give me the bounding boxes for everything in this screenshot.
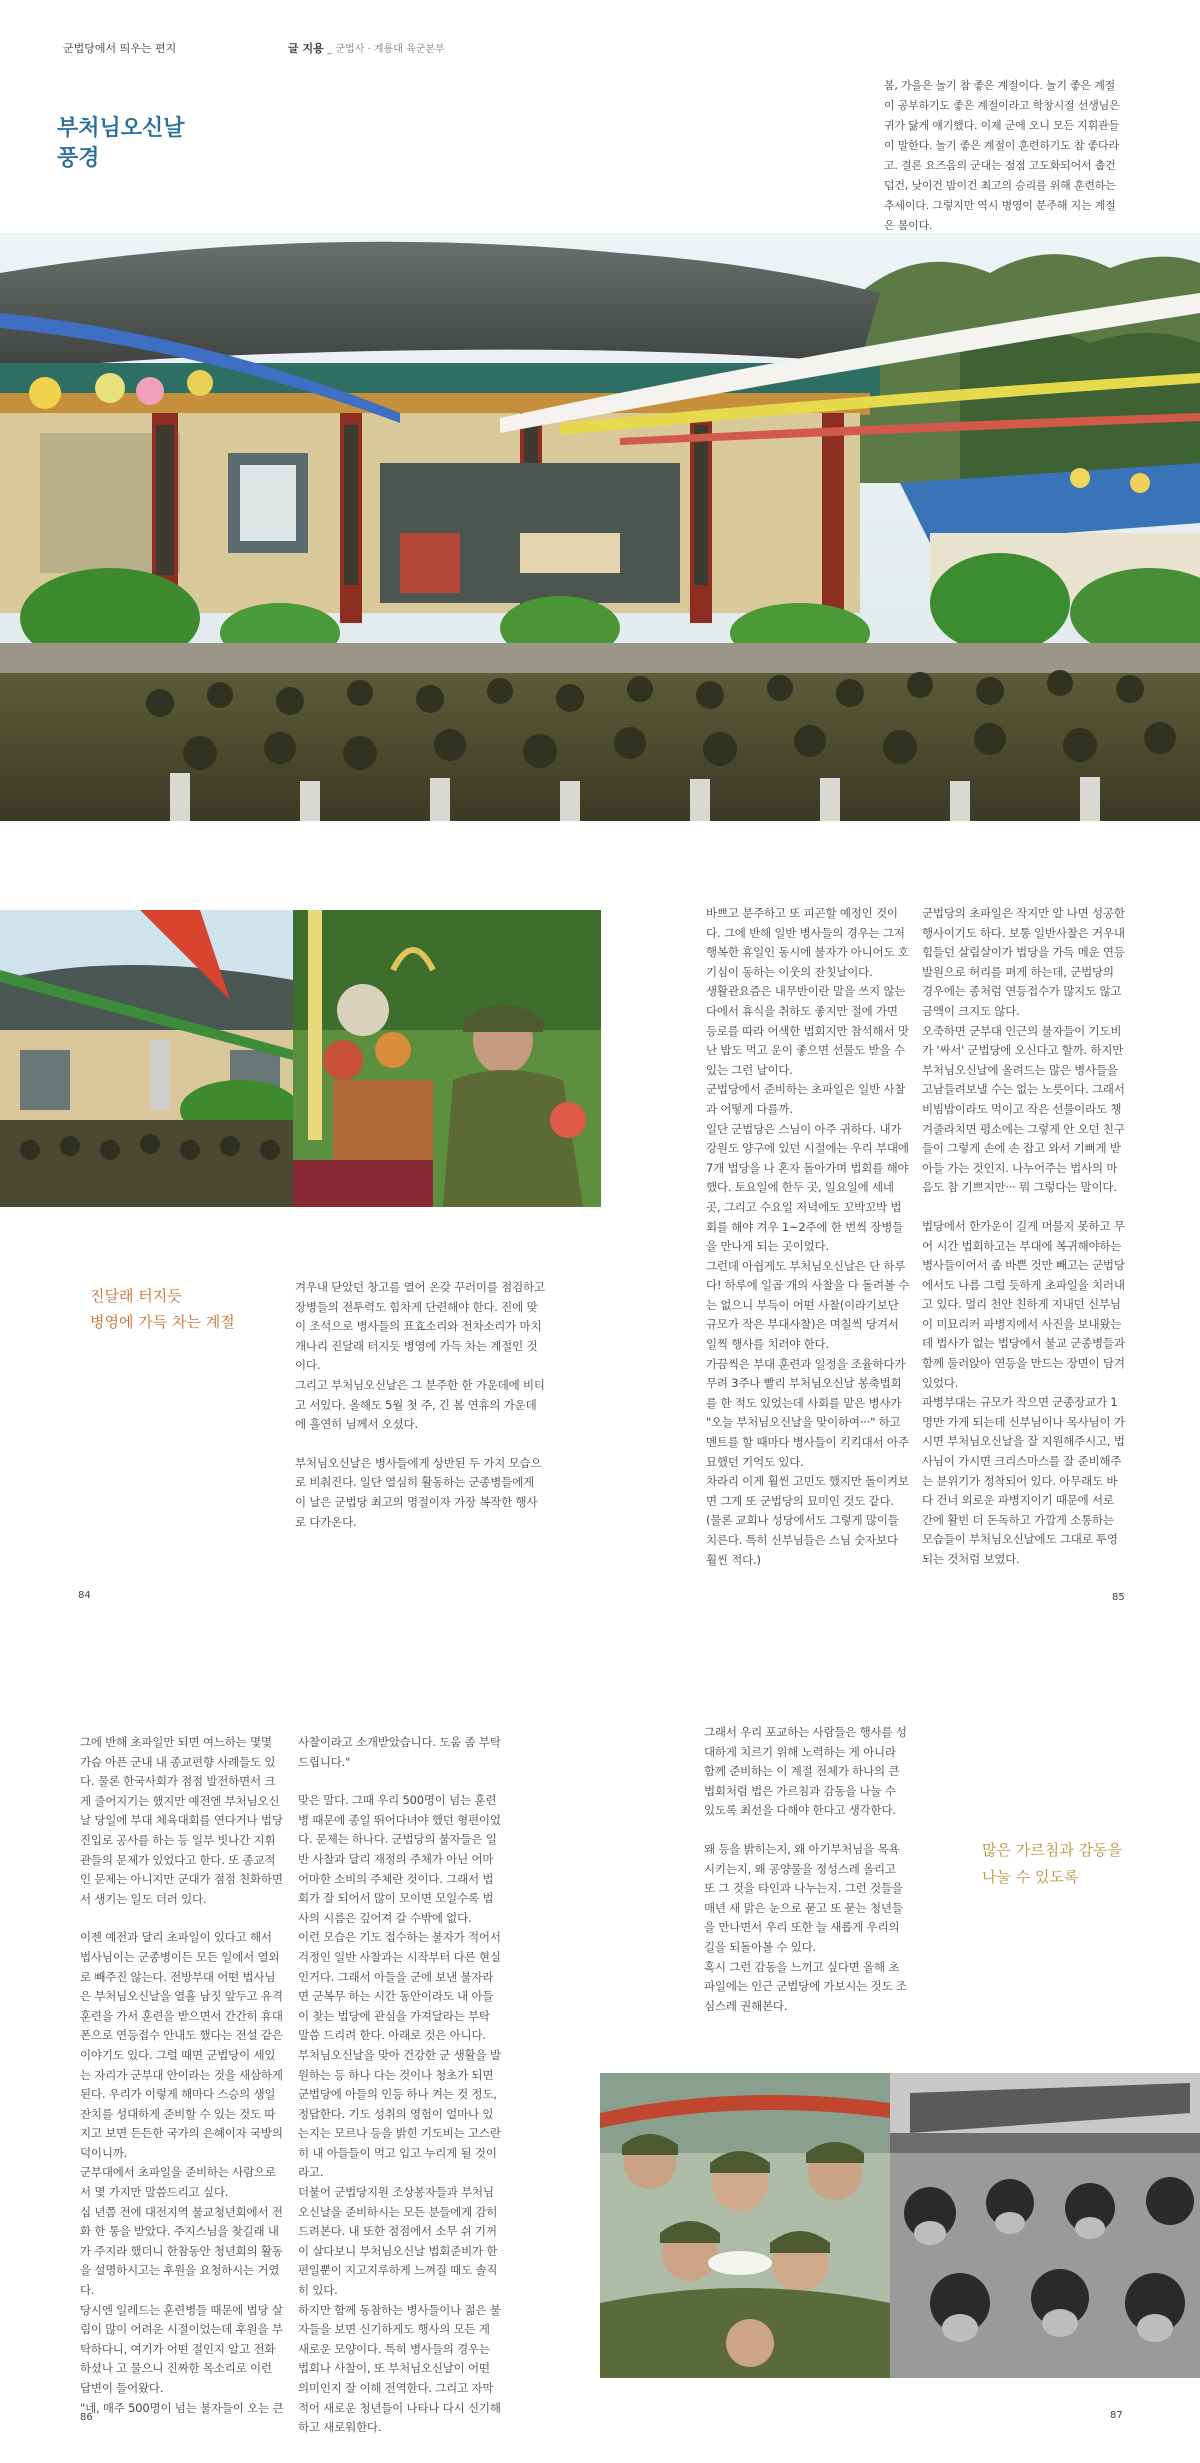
article-title [57,114,185,174]
page86-paragraph: 부처님오신날을 맞아 건강한 군 생활을 발원하는 등 하나 다는 것이나 청초가 되면 군법당에 아들의 인등 하나 켜는 것 정도, 정답한다. 기도 성취의 영험이 얼마나 있는지는 모르나 등을 밝힌 기도비는 고스란히 내 아들들이 먹고 입고 누리게 될 것이라고. [298,2047,501,2180]
praying-soldiers-illustration [890,2073,1200,2378]
page86-paragraph: 사찰이라고 소개받았습니다. 도움 좀 부탁드립니다." [298,1735,501,1769]
subhead-page87-line2: 나눌 수 있도록 [982,1868,1079,1886]
hero-photo-temple-ceremony [0,233,1200,821]
page86-paragraph: 그에 반해 초파일만 되면 여느하는 몇몇 가슴 아픈 군내 내 종교편향 사례들도 있다. 물론 한국사회가 점점 발전하면서 크게 줄어지기는 했지만 예전엔 부처님오신날 당일에 부대 체육대회를 연다거나 법당 진입로 공사를 하는 등 일부 빗나간 지휘관들의 문제가 있었다고 한다. 또 종교적인 문제는 아니지만 군대가 점점 친화하면서 생기는 일도 더러 있다. [80,1735,283,1906]
page85-paragraph: 바쁘고 분주하고 또 피곤할 예정인 것이다. 그에 반해 일반 병사들의 경우는 그저 행복한 휴일인 동시에 불자가 아니어도 호기심이 동하는 이웃의 잔칫날이다. [706,906,909,979]
subhead-page87-line1: 많은 가르침과 감동을 [982,1841,1122,1859]
photo-praying-soldiers-bw [890,2073,1200,2378]
page84-paragraph: 그리고 부처님오신날은 그 분주한 한 가운데에 비티고 서있다. 올해도 5월 첫 주, 긴 봄 연휴의 가운데에 흘연히 님께서 오셨다. [295,1377,545,1432]
temple-courtyard-illustration [0,910,293,1207]
page84-paragraph: 부처님오신날은 병사들에게 상반된 두 가지 모습으로 비춰진다. 일단 열심히 활동하는 군종병들에게 이 날은 군법당 최고의 명절이자 가장 복작한 행사로 다가온다. [295,1455,542,1529]
subhead-page84-line1: 진달래 터지듯 [90,1287,182,1305]
page87-column [704,1723,908,2016]
page85-paragraph: 군법당의 초파일은 작지만 알 나면 성공한 행사이기도 하다. 보통 일반사찰은 거우내 힘들던 살림살이가 법당을 가득 메운 연등 발원으로 허리를 펴게 하는데, 군법당의 경우에는 종처럼 연등접수가 많지도 않고 금액이 크지도 않다. [922,906,1125,1018]
temple-ceremony-illustration [0,233,1200,821]
page86-paragraph: 맞은 말다. 그때 우리 500명이 넘는 훈련병 때문에 종일 뛰어다녀야 했던 형편이었다. 문제는 하나다. 군법당의 불자들은 일반 사찰과 달리 재정의 주체가 아닌 어마어마한 소비의 주체란 것이다. 그래서 법회가 잘 되어서 많이 모이면 모일수록 법사의 시름은 깊어져 갈 수밖에 없다. [298,1793,501,1925]
title-line-1: 부처님오신날 [57,116,185,141]
photo-smiling-soldiers [600,2073,890,2378]
page-number-87: 87 [1110,2410,1123,2421]
intro-paragraph: 봄, 가을은 놀기 참 좋은 계절이다. 놀기 좋은 계절이 공부하기도 좋은 계절이라고 학창시절 선생님은 귀가 닳게 얘기했다. 이제 군에 오니 모든 지휘관들이 말한다. 놀기 좋은 계절이 훈련하기도 참 좋다라고. 결론 요즈음의 군대는 점점 고도화되어서 춥건 덥건, 낮이건 밤이건 최고의 승리를 위해 훈련하는 추세이다. 그렇지만 역시 병영이 분주해 지는 계절은 봄이다. [884,79,1120,232]
subhead-page87 [982,1837,1122,1891]
page86-paragraph: 군부대에서 초파일을 준비하는 사람으로서 몇 가지만 말씀드리고 싶다. [80,2165,276,2200]
page85-column-right [922,904,1126,1570]
page86-paragraph: 하지만 함께 동참하는 병사들이나 젊은 불자들을 보면 신기하게도 행사의 모든 게 새로운 모양이다. 특히 병사들의 경우는 법회나 사찰이, 또 부처님오신날이 어떤 의미인지 잘 이해 전역한다. 그리고 자막적어 새로운 청년들이 나타나 다시 신기해하고 새로워한다. [298,2302,501,2435]
author-byline [288,40,445,56]
page87-paragraph: 그래서 우리 포교하는 사람들은 행사를 성대하게 치르기 위해 노력하는 게 아니라 함께 준비하는 이 계절 전체가 하나의 큰 법회처럼 법은 가르침과 감동을 나눌 수 있도록 최선을 다해야 한다고 생각한다. [704,1725,907,1818]
page86-paragraph: 당시엔 일레드는 훈련병들 때문에 법당 살림이 많이 어려운 시절이었는데 후원을 부탁하다니, 여기가 어떤 절인지 알고 전화하셨나 고 물으니 진짜한 목소리로 이런 답변이 들어왔다. [80,2302,283,2395]
author-affiliation: _ 군법사 · 계룡대 육군본부 [327,44,445,55]
page85-paragraph: 차라리 이게 훨씬 고민도 했지만 돌이켜보면 그게 또 군법당의 묘미인 것도 같다. (물론 교회나 성당에서도 그렇게 많이들 치른다. 특히 신부님들은 스님 숫자보다 훨씬 적다.) [706,1474,909,1567]
page85-paragraph: 가끔씩은 부대 훈련과 일정을 조율하다가 무려 3주나 빨리 부처님오신날 봉축법회를 한 적도 있었는데 사회를 맡은 병사가 "오늘 부처님오신날을 맞이하여···" 하고 멘트를 할 때마다 병사들이 킥킥대서 아주 묘했던 기억도 있다. [706,1356,909,1469]
title-line-2: 풍경 [57,146,100,171]
page85-paragraph: 일단 군법당은 스님이 아주 귀하다. 내가 강원도 양구에 있던 시절에는 우리 부대에 7개 법당을 나 혼자 돌아가며 법회를 해야 했다. 토요일에 한두 곳, 일요일에 세네 곳, 그리고 수요일 저녁에도 꼬박꼬박 법회를 해야 겨우 1~2주에 한 번씩 장병들을 만나게 되는 곳이었다. [706,1121,909,1254]
page85-paragraph: 생활관요즘은 내무반이란 말을 쓰지 않는다에서 휴식을 취하도 좋지만 절에 가면 등로를 따라 어색한 법회지만 참석해서 맛난 밥도 먹고 운이 좋으면 선물도 받을 수 있는 그런 날이다. [706,984,909,1077]
page85-column-left [706,904,910,1570]
smiling-soldiers-illustration [600,2073,890,2378]
photo-temple-courtyard [0,910,293,1207]
page86-column-right [298,1733,502,2438]
page86-paragraph: "네, 매주 500명이 넘는 불자들이 오는 큰 [80,2400,284,2415]
soldier-offering-illustration [293,910,601,1207]
page85-paragraph: 군법당에서 준비하는 초파일은 일반 사찰과 어떻게 다를까. [706,1082,906,1116]
subhead-page84-line2: 병영에 가득 차는 계절 [90,1313,235,1331]
page-number-86: 86 [80,2412,93,2423]
photo-soldier-offering [293,910,601,1207]
section-label: 군법당에서 띄우는 편지 [63,42,177,55]
page86-column-left [80,1733,284,2418]
page86-paragraph: 더불어 군법당지원 조상봉자들과 부처님오신날을 준비하시는 모든 분들에게 감히 드려본다. 내 또한 점점에서 소무 쉬 기꺼이 살다보니 부처님오신날 법회준비가 한편일뿐이 지고지루하게 느껴질 때도 솔직히 있다. [298,2185,498,2298]
page84-paragraph: 겨우내 닫았던 창고를 열어 온갖 꾸러미를 점검하고 장병들의 전투력도 힘차게 단련해야 한다. 진에 맞이 조석으로 병사들의 표효소리와 전차소리가 마치 개나리 진달래 터지듯 병영에 가득 차는 계절인 것이다. [295,1280,545,1373]
page87-paragraph: 왜 등을 밝히는지, 왜 아기부처님을 목욕시키는지, 왜 공양물을 정성스레 올리고 또 그 것을 타인과 나누는지. 그런 것들을 매년 새 맑은 눈으로 묻고 또 묻는 청년들을 만나면서 우리 또한 늘 새롭게 우리의 길을 되돌아볼 수 있다. [704,1841,903,1954]
author-name: 글 지용 [288,42,324,55]
page86-paragraph: 이런 모습은 기도 접수하는 불자가 적어서 걱정인 일반 사찰과는 시작부터 다른 현실인거다. 그래서 아들을 군에 보낸 불자라면 군복무 하는 시간 동안이라도 내 아들이 찾는 법당에 관심을 가져달라는 부탁 말씀 드리려 한다. 아래로 것은 아니다. [298,1930,501,2043]
page85-paragraph: 파병부대는 규모가 작으면 군종장교가 1명만 가게 되는데 신부님이나 목사님이 가시면 부처님오신날을 잘 지원해주시고, 법사님이 가시면 크리스마스를 잘 준비해주는 분위기가 정착되어 있다. 아무래도 바다 건너 외로운 파병지이기 때문에 서로 간에 활빈 더 돈독하고 가깝게 소통하는 모습들이 부처님오신날에도 그대로 투영되는 것처럼 보였다. [922,1395,1125,1566]
page87-paragraph: 혹시 그런 감동을 느끼고 싶다면 올해 초파일에는 인근 군법당에 가보시는 것도 조심스레 권해본다. [704,1959,907,2013]
page85-paragraph: 법당에서 한가운이 길게 머물지 못하고 무어 시간 법회하고는 부대에 복귀해야하는 병사들이어서 좀 바쁜 것만 빼고는 군법당에서도 나름 그럴 듯하게 초파일을 치러내고 있다. 멀리 천안 친하게 지내던 신부님이 미묘리커 파병지에서 사진을 보내왔는데 법사가 없는 법당에서 불교 군종병들과 함께 둘러앉아 연등을 만드는 장면이 담겨 있었다. [922,1218,1125,1390]
page-number-84: 84 [78,1590,91,1601]
page84-column [295,1278,545,1532]
page85-paragraph: 그런데 아쉽게도 부처님오신날은 단 하루다! 하루에 일곱 개의 사찰을 다 돌려볼 수는 없으니 부득이 어떤 사찰(이라기보단 규모가 작은 부대사찰)은 며칠씩 당겨서 일찍 행사를 치러야 한다. [706,1258,910,1352]
page86-paragraph: 이젠 예전과 달리 초파일이 있다고 해서 법사님이는 군종병이든 모든 일에서 열외로 빼주진 않는다. 전방부대 어떤 법사님은 부처님오신날을 열흘 남짓 앞두고 유격훈련을 가서 훈련을 받으면서 간간히 휴대폰으로 연등접수 안내도 했다는 전설 같은 이야기도 있다. 그럴 때면 군법당이 세있는 자리가 군부대 안이라는 것을 새삼하게 된다. 우리가 이렇게 해마다 스승의 생일잔치를 성대하게 준비할 수 있는 것도 따지고 보면 든든한 국가의 은혜이자 국방의 덕이니까. [80,1930,283,2160]
page-number-85: 85 [1112,1592,1125,1603]
page85-paragraph: 오죽하면 군부대 인근의 불자들이 기도비가 '싸서' 군법당에 오신다고 할까. 하지만 부처님오신날에 올려드는 많은 병사들을 고남들려보낼 수는 없는 노릇이다. 그래서 비빔밥이라도 먹이고 작은 선물이라도 챙겨줄라치면 평소에는 그렇게 안 오던 친구들이 그렇게 손에 손 잡고 와서 기뻐게 받아들 가는 것인지. 나누어주는 법사의 마음도 참 기쁘지만··· 뭐 그렇다는 말이다. [922,1023,1125,1195]
subhead-page84 [90,1283,235,1335]
page86-paragraph: 십 년쯤 전에 대전지역 불교청년회에서 전화 한 통을 받았다. 주지스님을 찾길래 내가 주지라 했더니 한참동안 청년회의 활동을 설명하시고는 후원을 요청하시는 거였다. [80,2204,283,2298]
